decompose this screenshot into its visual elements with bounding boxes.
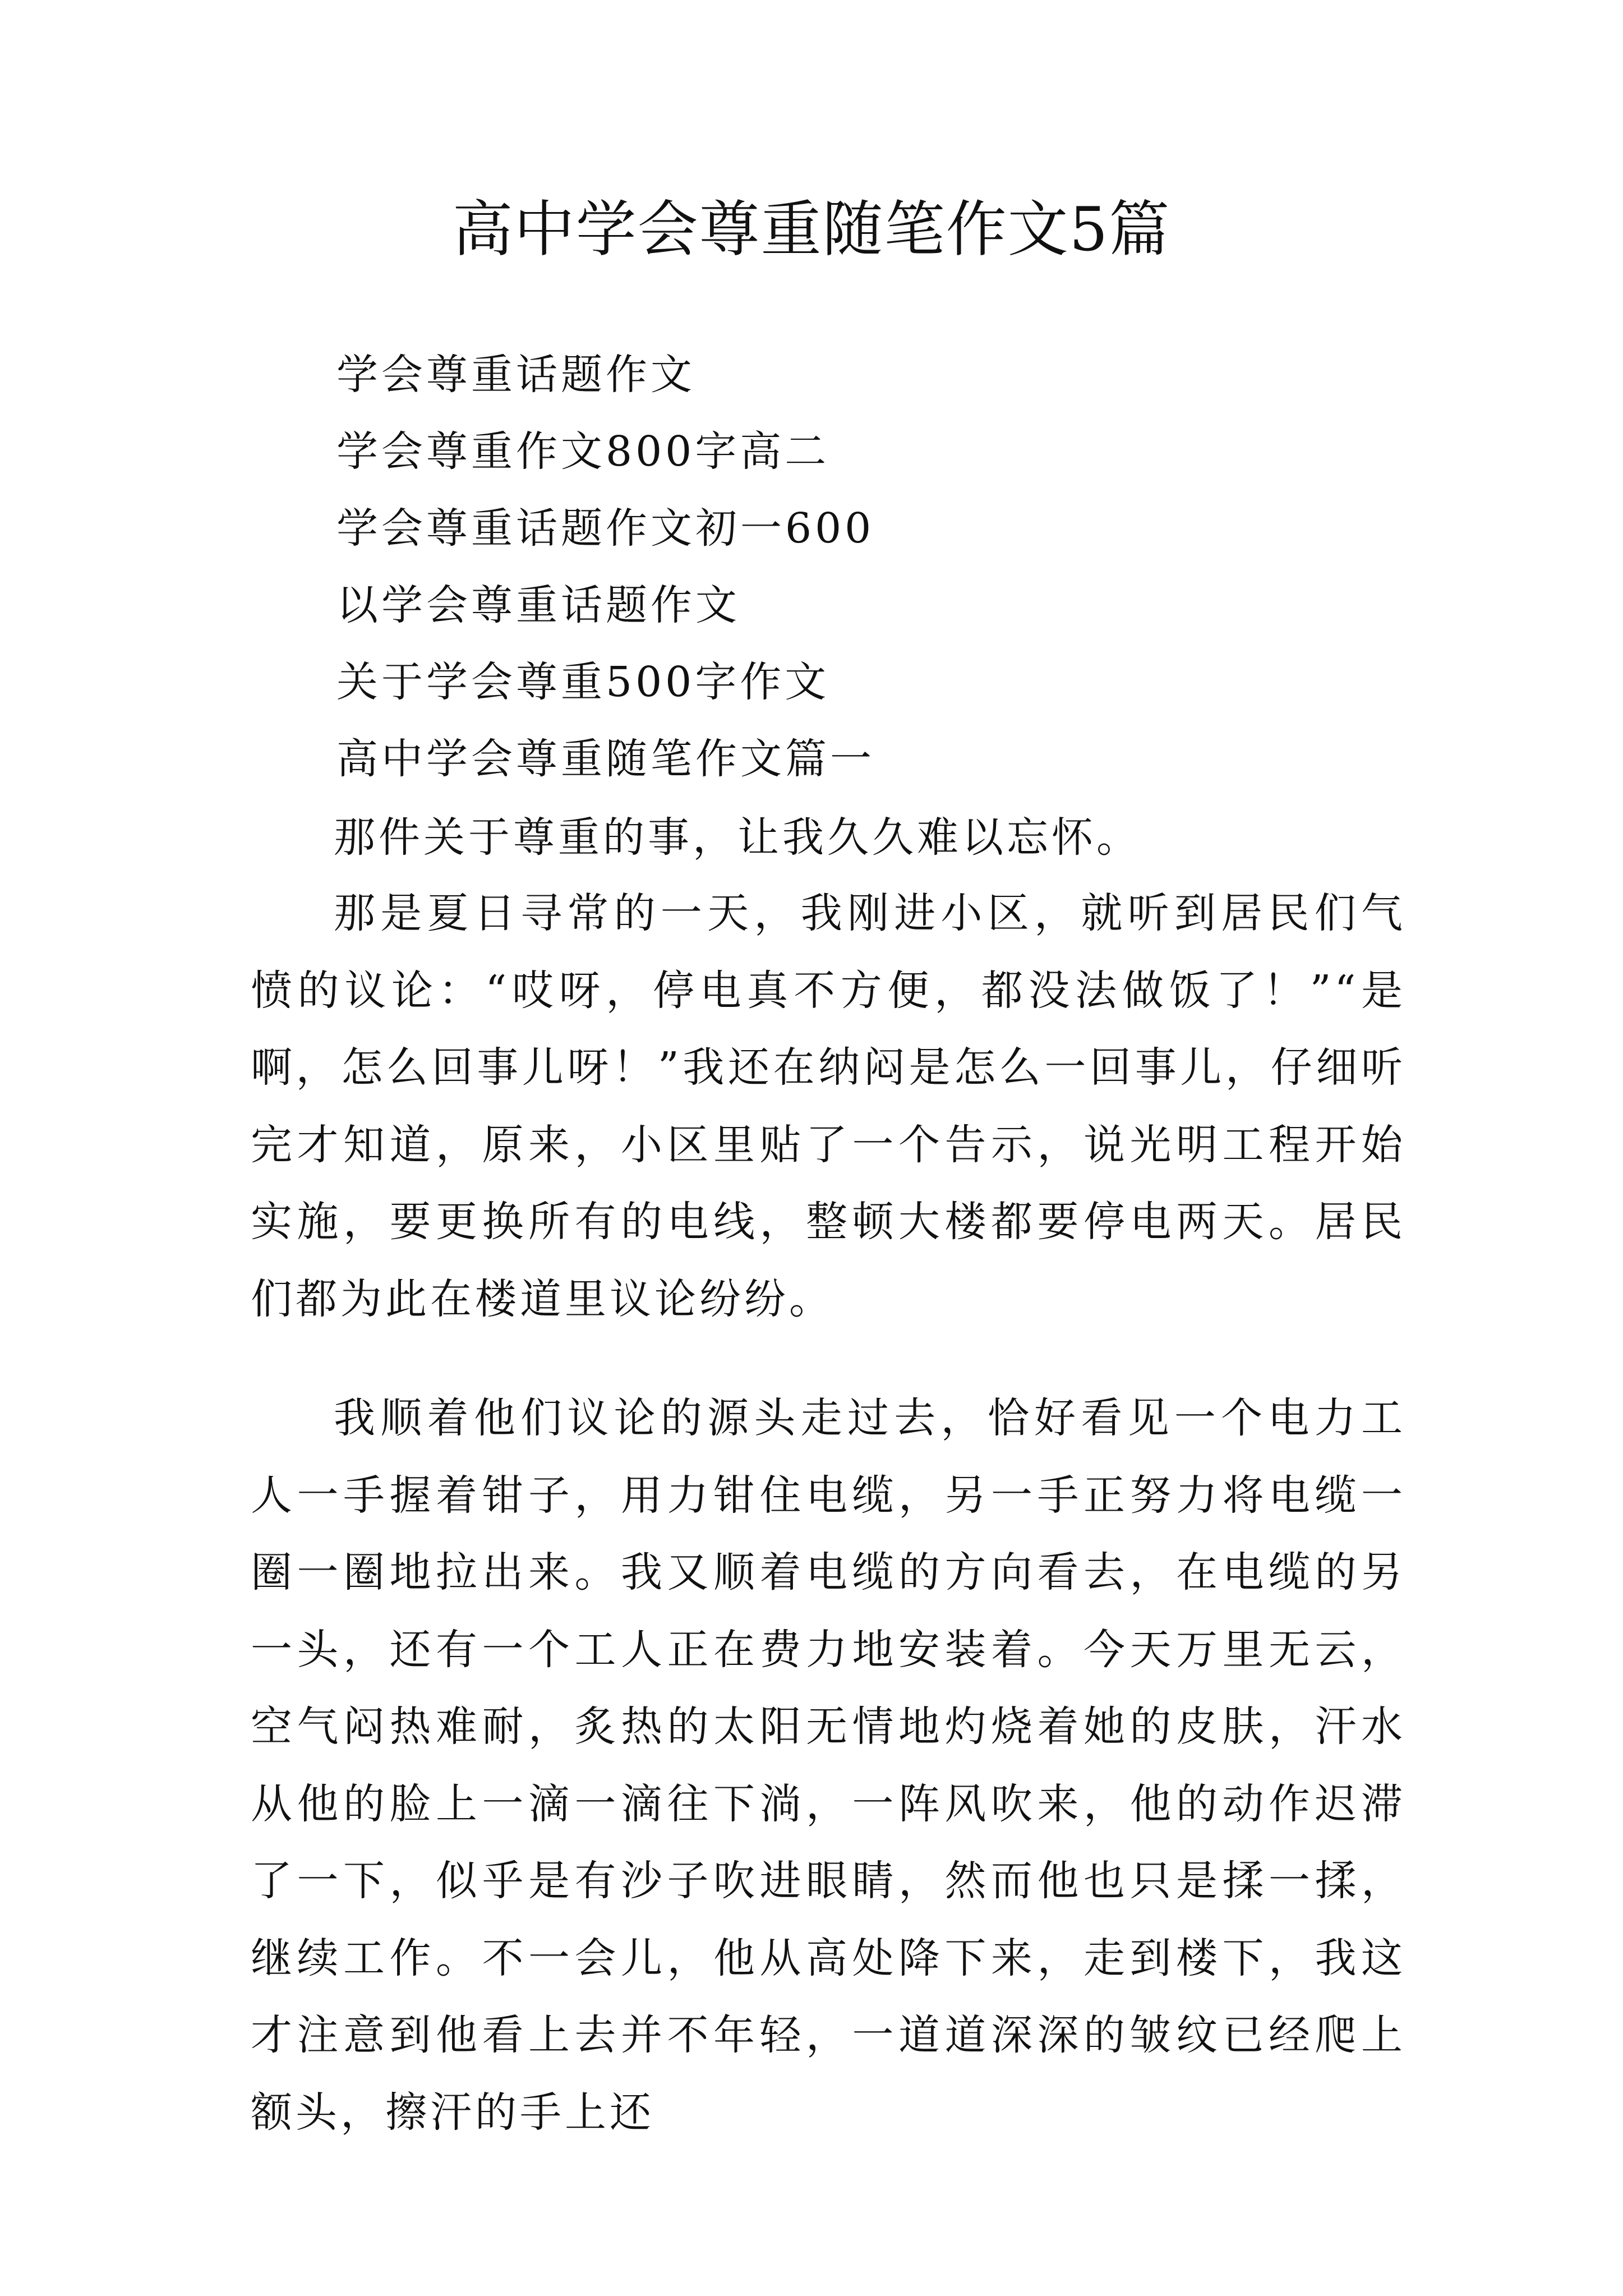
body-paragraph-wrapper — [251, 1380, 1406, 2151]
body-paragraph: 那是夏日寻常的一天，我刚进小区，就听到居民们气愤的议论：“哎呀，停电真不方便，都没法做饭了！”“是啊，怎么回事儿呀！”我还在纳闷是怎么一回事儿，仔细听完才知道，原来，小区里贴了一个告示，说光明工程开始实施，要更换所有的电线，整顿大楼都要停电两天。居民们都为此在楼道里议论纷纷。 — [251, 889, 1406, 1323]
essay-list-item: 学会尊重话题作文 — [336, 351, 695, 399]
essay-list-item: 关于学会尊重500字作文 — [336, 658, 830, 706]
body-paragraph: 我顺着他们议论的源头走过去，恰好看见一个电力工人一手握着钳子，用力钳住电缆，另一手正努力将电缆一圈一圈地拉出来。我又顺着电缆的方向看去，在电缆的另一头，还有一个工人正在费力地安装着。今天万里无云，空气闷热难耐，炙热的太阳无情地灼烧着她的皮肤，汗水从他的脸上一滴一滴往下淌，一阵风吹来，他的动作迟滞了一下，似乎是有沙子吹进眼睛，然而他也只是揉一揉，继续工作。不一会儿，他从高处降下来，走到楼下，我这才注意到他看上去并不年轻，一道道深深的皱纹已经爬上额头，擦汗的手上还 — [251, 1394, 1406, 2137]
essay-list-item: 以学会尊重话题作文 — [336, 581, 740, 629]
essay-list-item: 学会尊重话题作文初一600 — [336, 504, 875, 553]
essay-list — [336, 337, 1458, 798]
body-paragraph: 那件关于尊重的事，让我久久难以忘怀。 — [334, 813, 1141, 862]
body-paragraph-intro-wrapper — [251, 799, 1406, 877]
essay-list-item: 高中学会尊重随笔作文篇一 — [336, 735, 875, 783]
essay-list-item: 学会尊重作文800字高二 — [336, 427, 830, 476]
document-title: 高中学会尊重随笔作文5篇 — [452, 195, 1171, 265]
body-paragraph-wrapper — [251, 875, 1406, 1338]
